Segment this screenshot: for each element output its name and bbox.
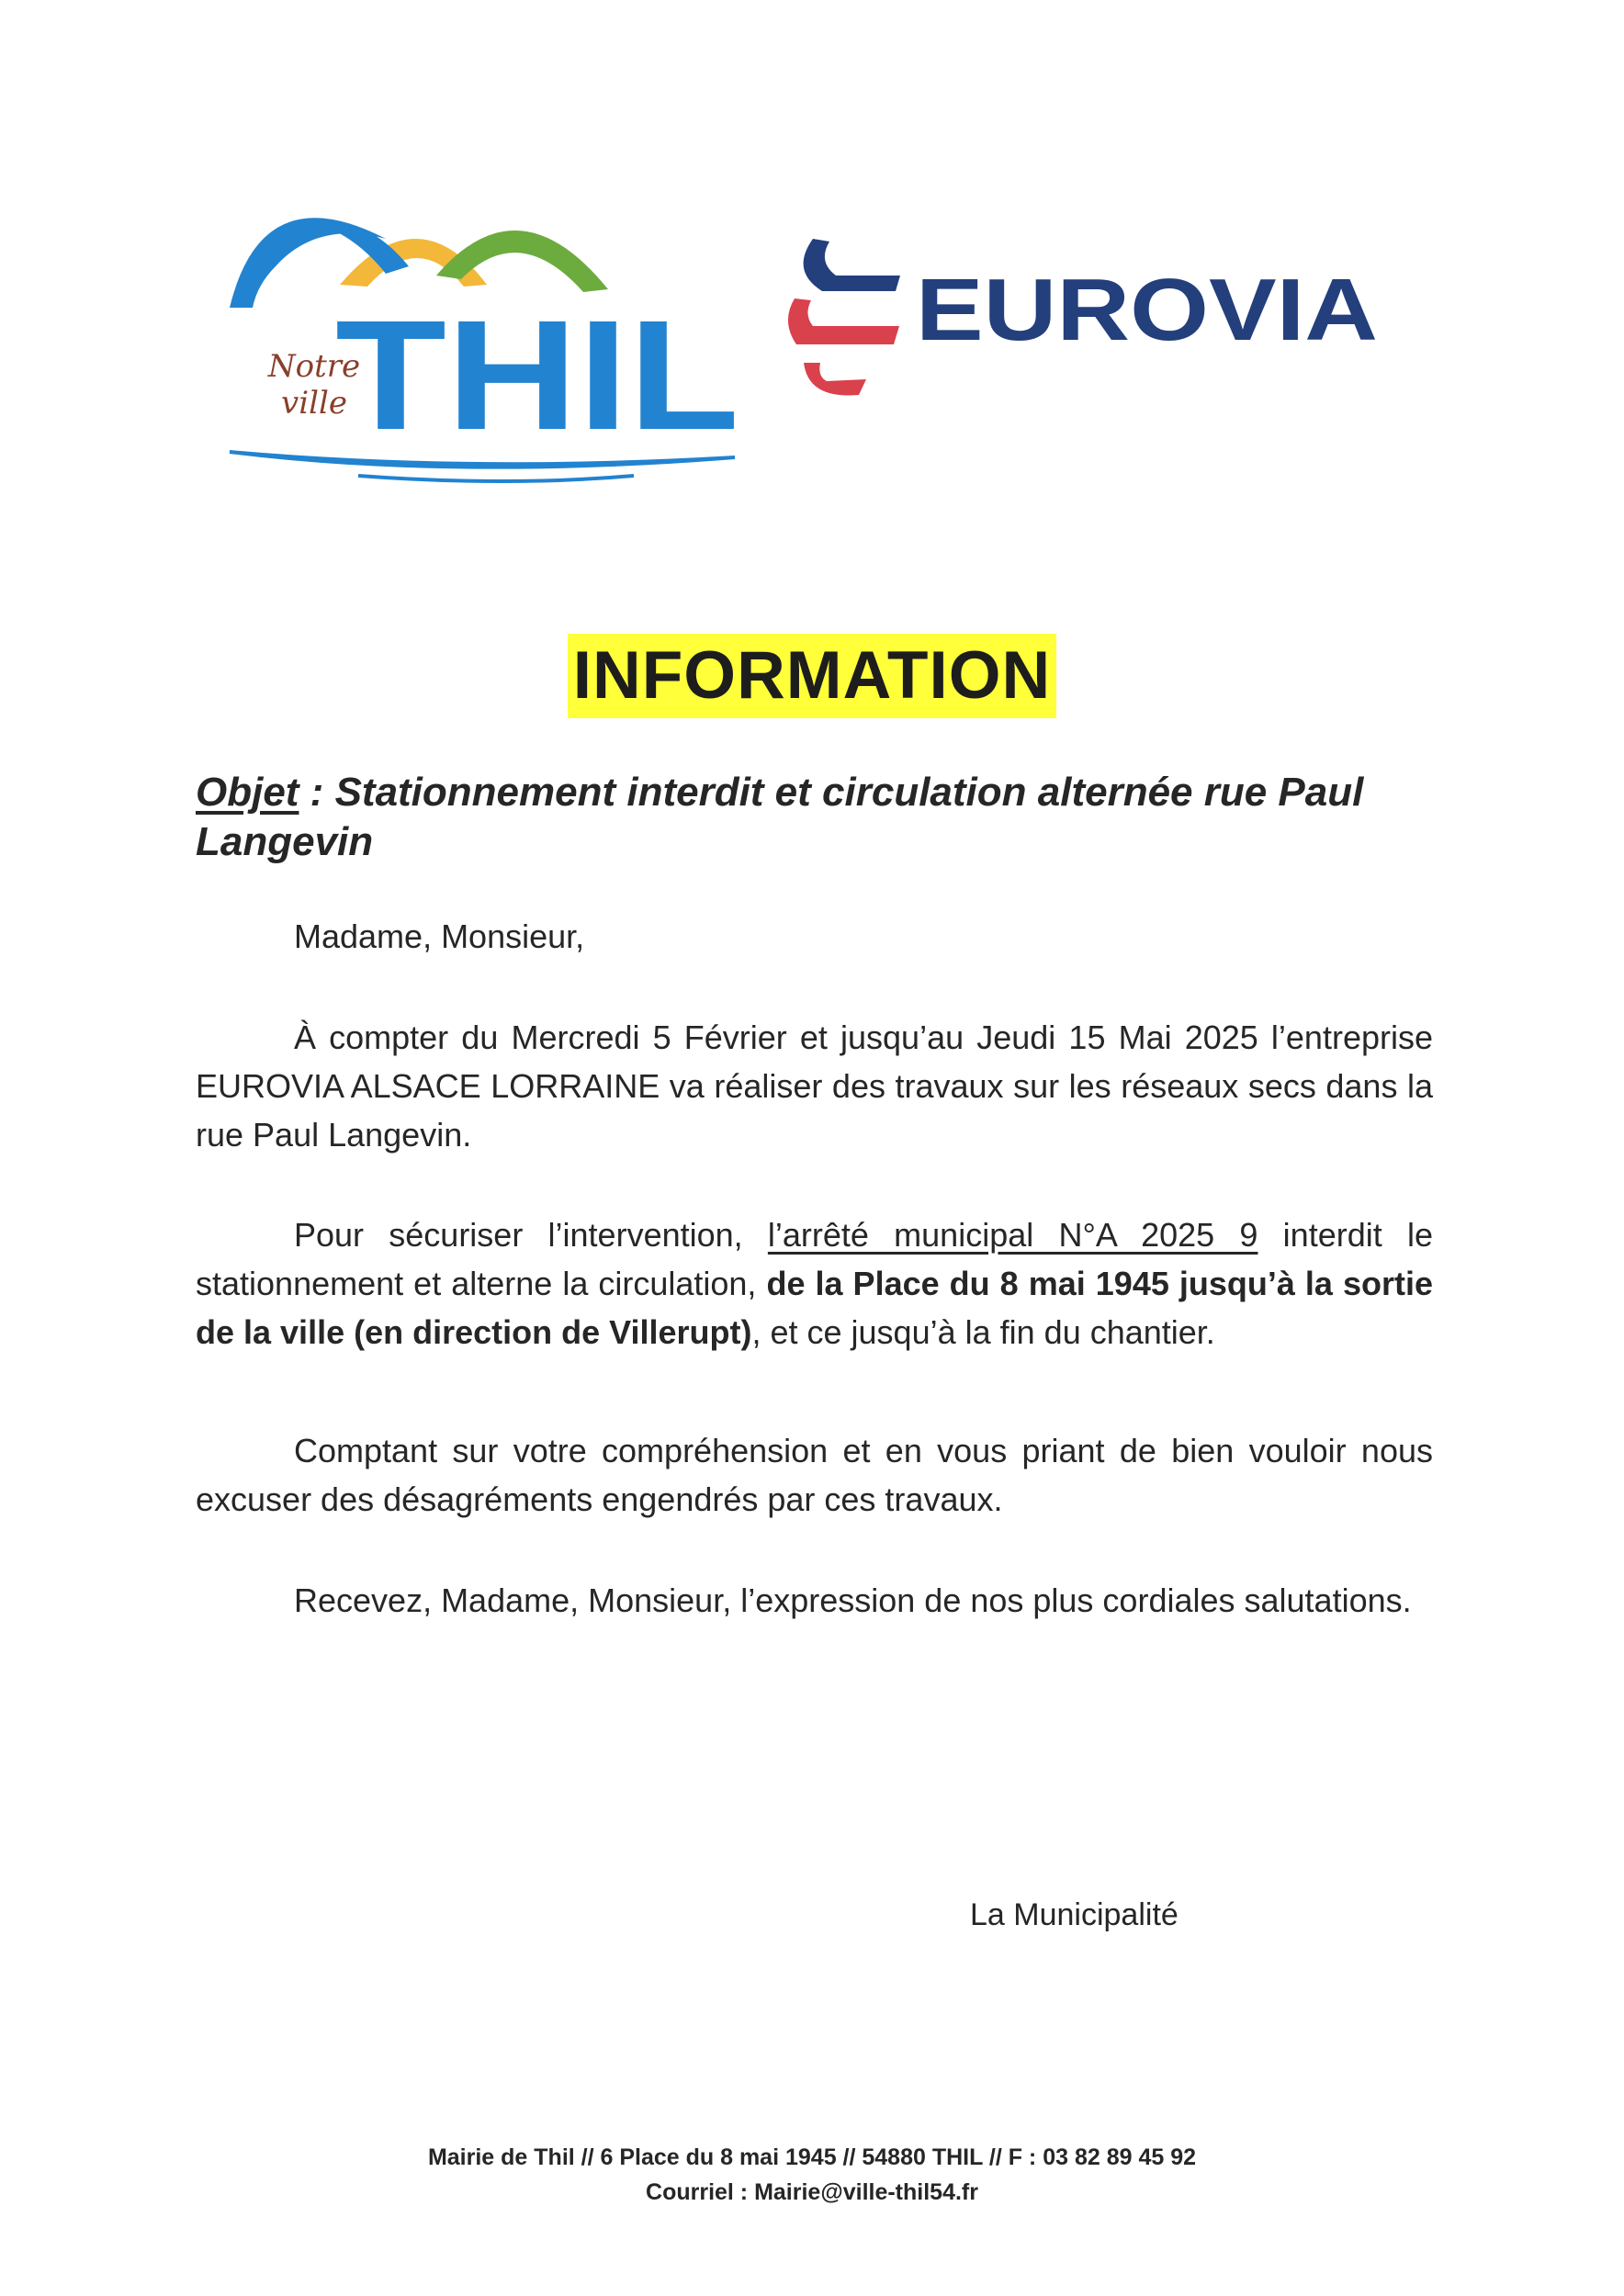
subject-label: Objet xyxy=(196,770,299,815)
svg-text:ville: ville xyxy=(281,385,347,422)
thil-logo xyxy=(211,184,744,496)
subject-separator: : xyxy=(299,770,335,815)
salutation: Madame, Monsieur, xyxy=(294,917,585,955)
footer-address: Mairie de Thil // 6 Place du 8 mai 1945 // 54880 THIL // F : 03 82 89 45 92 xyxy=(427,2144,1197,2170)
page-title: INFORMATION xyxy=(568,634,1057,718)
arrete-intro: Pour sécuriser l’intervention, xyxy=(294,1216,768,1254)
paragraph-closing: Recevez, Madame, Monsieur, l’expression de nos plus cordiales salutations. xyxy=(294,1581,1412,1619)
arrete-reference: l’arrêté municipal N°A 2025 9 xyxy=(767,1216,1258,1254)
thil-logo-script: Notre xyxy=(267,348,361,385)
eurovia-logo xyxy=(785,234,1447,432)
signature: La Municipalité xyxy=(970,1897,1179,1932)
eurovia-swoosh-top-icon xyxy=(804,239,900,291)
subject-text: Stationnement interdit et circulation alternée rue Paul Langevin xyxy=(196,770,1364,864)
paragraph-dates: À compter du Mercredi 5 Février et jusqu’au Jeudi 15 Mai 2025 l’entreprise EUROVIA ALSACE LORRAINE va réaliser des travaux sur les réseaux secs dans la rue Paul Langevin. xyxy=(196,1019,1433,1154)
paragraph-arrete xyxy=(196,1210,1433,1356)
eurovia-logo-word: EUROVIA xyxy=(916,261,1378,359)
arrete-end: , et ce jusqu’à la fin du chantier. xyxy=(751,1313,1215,1351)
footer xyxy=(0,2140,1624,2210)
title-wrapper xyxy=(0,634,1624,718)
eurovia-swoosh-bottom-icon xyxy=(804,363,866,396)
eurovia-swoosh-mid-icon xyxy=(788,298,899,344)
subject-line xyxy=(196,768,1445,867)
arrete-middle: interdit le stationnement et alterne la circulation, xyxy=(196,1216,1433,1302)
paragraph-apology: Comptant sur votre compréhension et en vous priant de bien vouloir nous excuser des désagréments engendrés par ces travaux. xyxy=(196,1432,1433,1518)
footer-email: Courriel : Mairie@ville-thil54.fr xyxy=(646,2179,978,2205)
thil-logo-word: THIL xyxy=(335,288,739,463)
arrete-zone: de la Place du 8 mai 1945 jusqu’à la sortie de la ville (en direction de Villerupt) xyxy=(196,1265,1434,1351)
